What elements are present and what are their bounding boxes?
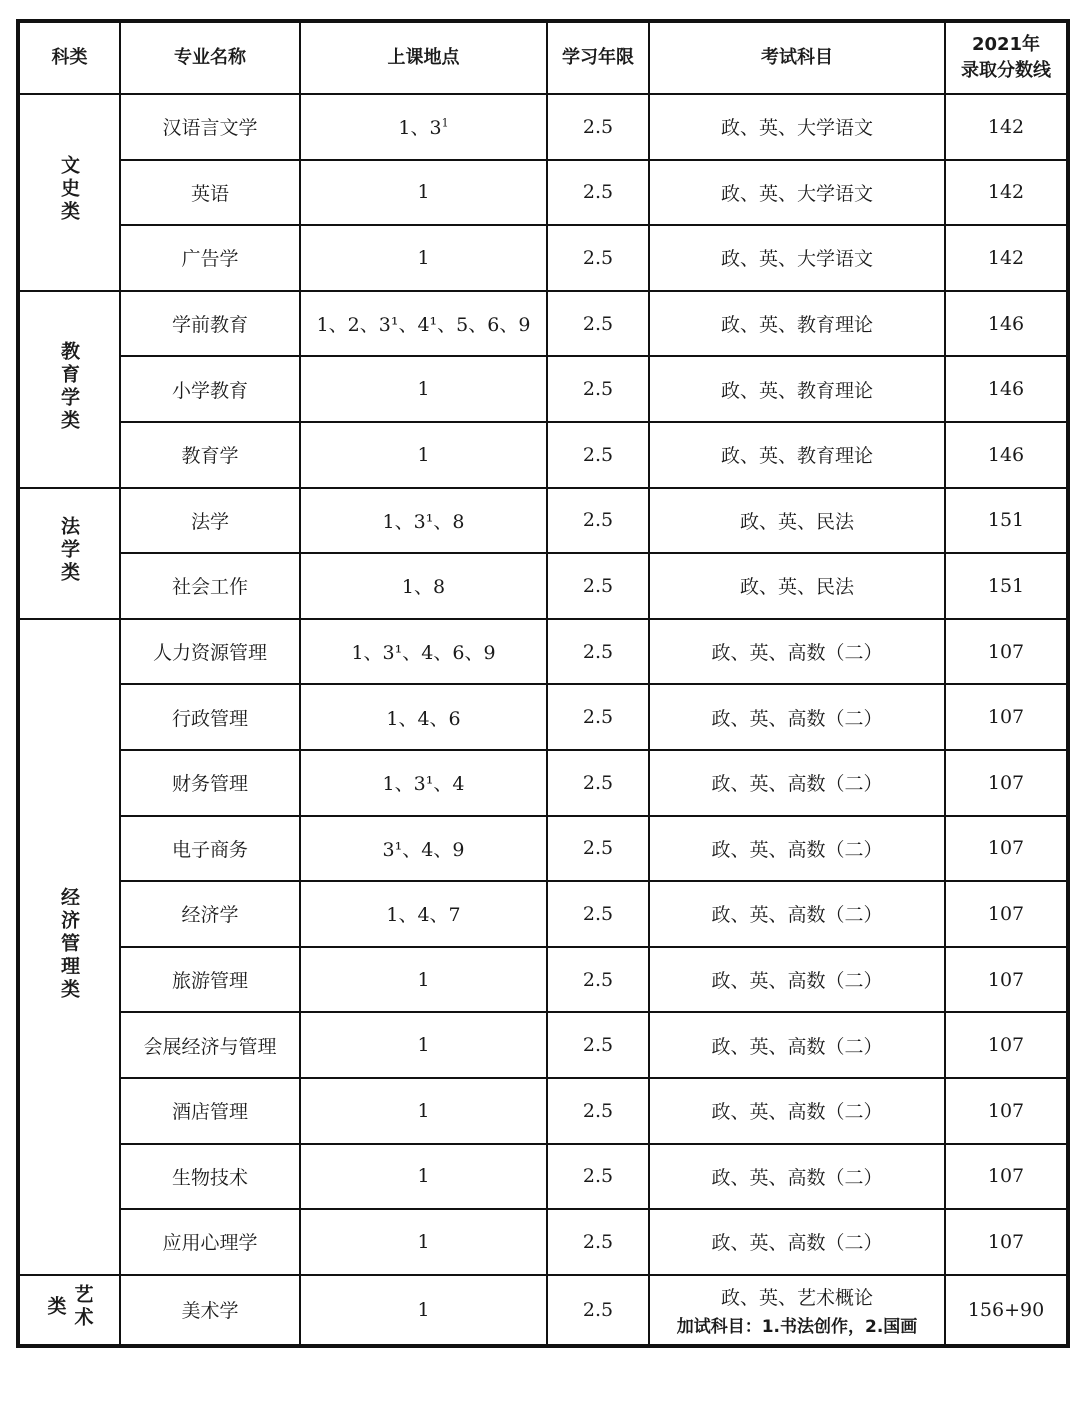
duration-cell: 2.5: [547, 291, 649, 357]
major-cell: 酒店管理: [120, 1078, 300, 1144]
header-subjects: 考试科目: [649, 21, 945, 94]
header-major: 专业名称: [120, 21, 300, 94]
category-cell: [18, 94, 120, 291]
table-row: [18, 553, 1068, 619]
score-cell: 107: [945, 816, 1068, 882]
subjects-cell: 政、英、高数（二）: [649, 619, 945, 685]
major-cell: 汉语言文学: [120, 94, 300, 160]
location-cell: 1、3¹、4、6、9: [300, 619, 547, 685]
duration-cell: 2.5: [547, 881, 649, 947]
subjects-cell: 政、英、高数（二）: [649, 1078, 945, 1144]
table-row: [18, 1275, 1068, 1347]
table-row: [18, 422, 1068, 488]
category-label: 艺术类: [44, 1284, 94, 1331]
score-cell: 146: [945, 291, 1068, 357]
duration-cell: 2.5: [547, 94, 649, 160]
score-cell: 107: [945, 1209, 1068, 1275]
subjects-cell: 政、英、高数（二）: [649, 816, 945, 882]
major-cell: 应用心理学: [120, 1209, 300, 1275]
category-cell: [18, 619, 120, 1275]
category-label: 教育学类: [58, 340, 80, 433]
subjects-text: 政、英、艺术概论: [720, 1286, 873, 1309]
subjects-cell: 政、英、高数（二）: [649, 750, 945, 816]
location-cell: 1: [300, 1012, 547, 1078]
major-cell: 小学教育: [120, 356, 300, 422]
header-score-year: 2021年: [971, 34, 1041, 55]
category-cell: [18, 1275, 120, 1347]
score-cell: 142: [945, 225, 1068, 291]
subjects-cell: 政、英、大学语文: [649, 225, 945, 291]
subjects-cell: 政、英、高数（二）: [649, 881, 945, 947]
major-cell: 行政管理: [120, 684, 300, 750]
category-label: 法学类: [58, 516, 80, 586]
table-row: [18, 356, 1068, 422]
duration-cell: 2.5: [547, 422, 649, 488]
location-cell: 1: [300, 1144, 547, 1210]
subjects-cell: 政、英、民法: [649, 488, 945, 554]
table-row: [18, 1209, 1068, 1275]
location-superscript: 1: [441, 116, 449, 130]
location-cell: 3¹、4、9: [300, 816, 547, 882]
subjects-cell: 政、英、教育理论: [649, 356, 945, 422]
header-location: 上课地点: [300, 21, 547, 94]
subjects-cell: 政、英、大学语文: [649, 94, 945, 160]
extra-subjects-note: 加试科目：1.书法创作，2.国画: [676, 1316, 918, 1337]
major-cell: 社会工作: [120, 553, 300, 619]
major-cell: 学前教育: [120, 291, 300, 357]
score-cell: 107: [945, 750, 1068, 816]
category-cell: [18, 291, 120, 488]
major-cell: 经济学: [120, 881, 300, 947]
header-score-label: 录取分数线: [961, 60, 1051, 81]
header-score: [945, 21, 1068, 94]
major-cell: 会展经济与管理: [120, 1012, 300, 1078]
major-cell: 电子商务: [120, 816, 300, 882]
subjects-cell: 政、英、高数（二）: [649, 1144, 945, 1210]
table-row: [18, 684, 1068, 750]
score-cell: 151: [945, 488, 1068, 554]
score-cell: 146: [945, 422, 1068, 488]
table-row: [18, 291, 1068, 357]
location-cell: 1: [300, 947, 547, 1013]
category-cell: [18, 488, 120, 619]
location-cell: [300, 94, 547, 160]
duration-cell: 2.5: [547, 356, 649, 422]
score-cell: 107: [945, 619, 1068, 685]
location-cell: 1: [300, 1275, 547, 1347]
table-row: [18, 160, 1068, 226]
location-cell: 1、8: [300, 553, 547, 619]
major-cell: 美术学: [120, 1275, 300, 1347]
location-cell: 1、3¹、8: [300, 488, 547, 554]
duration-cell: 2.5: [547, 684, 649, 750]
table-row: [18, 816, 1068, 882]
duration-cell: 2.5: [547, 160, 649, 226]
location-cell: 1、4、7: [300, 881, 547, 947]
subjects-cell: 政、英、民法: [649, 553, 945, 619]
table-row: [18, 488, 1068, 554]
score-cell: 107: [945, 1144, 1068, 1210]
major-cell: 广告学: [120, 225, 300, 291]
duration-cell: 2.5: [547, 488, 649, 554]
location-cell: 1: [300, 1078, 547, 1144]
major-cell: 法学: [120, 488, 300, 554]
location-cell: 1: [300, 225, 547, 291]
duration-cell: 2.5: [547, 553, 649, 619]
score-cell: 142: [945, 94, 1068, 160]
major-cell: 教育学: [120, 422, 300, 488]
major-cell: 生物技术: [120, 1144, 300, 1210]
score-cell: 146: [945, 356, 1068, 422]
duration-cell: 2.5: [547, 1209, 649, 1275]
score-cell: 107: [945, 881, 1068, 947]
table-row: [18, 225, 1068, 291]
location-cell: 1: [300, 160, 547, 226]
subjects-cell: 政、英、教育理论: [649, 422, 945, 488]
subjects-cell: 政、英、高数（二）: [649, 947, 945, 1013]
subjects-cell: [649, 1275, 945, 1347]
score-cell: 107: [945, 1012, 1068, 1078]
duration-cell: 2.5: [547, 1275, 649, 1347]
header-row: [18, 21, 1068, 94]
major-cell: 英语: [120, 160, 300, 226]
score-cell: 107: [945, 947, 1068, 1013]
location-cell: 1、3¹、4: [300, 750, 547, 816]
category-label: 文史类: [58, 155, 80, 225]
duration-cell: 2.5: [547, 750, 649, 816]
header-category: 科类: [18, 21, 120, 94]
majors-table: [16, 19, 1070, 1348]
duration-cell: 2.5: [547, 225, 649, 291]
location-cell: 1: [300, 422, 547, 488]
duration-cell: 2.5: [547, 816, 649, 882]
table-row: [18, 619, 1068, 685]
table-row: [18, 94, 1068, 160]
duration-cell: 2.5: [547, 1012, 649, 1078]
major-cell: 财务管理: [120, 750, 300, 816]
duration-cell: 2.5: [547, 1144, 649, 1210]
location-text: 1、3: [398, 117, 442, 140]
score-cell: 142: [945, 160, 1068, 226]
subjects-cell: 政、英、高数（二）: [649, 1209, 945, 1275]
score-cell: 107: [945, 1078, 1068, 1144]
duration-cell: 2.5: [547, 619, 649, 685]
major-cell: 旅游管理: [120, 947, 300, 1013]
duration-cell: 2.5: [547, 1078, 649, 1144]
location-cell: 1: [300, 1209, 547, 1275]
score-cell: 156+90: [945, 1275, 1068, 1347]
category-label: 经济管理类: [58, 886, 80, 1002]
location-cell: 1、2、3¹、4¹、5、6、9: [300, 291, 547, 357]
subjects-cell: 政、英、教育理论: [649, 291, 945, 357]
score-cell: 107: [945, 684, 1068, 750]
table-row: [18, 1012, 1068, 1078]
table-row: [18, 881, 1068, 947]
location-cell: 1: [300, 356, 547, 422]
subjects-cell: 政、英、高数（二）: [649, 1012, 945, 1078]
header-duration: 学习年限: [547, 21, 649, 94]
major-cell: 人力资源管理: [120, 619, 300, 685]
table-row: [18, 947, 1068, 1013]
duration-cell: 2.5: [547, 947, 649, 1013]
subjects-cell: 政、英、大学语文: [649, 160, 945, 226]
table-row: [18, 750, 1068, 816]
subjects-cell: 政、英、高数（二）: [649, 684, 945, 750]
table-row: [18, 1078, 1068, 1144]
table-row: [18, 1144, 1068, 1210]
score-cell: 151: [945, 553, 1068, 619]
location-cell: 1、4、6: [300, 684, 547, 750]
